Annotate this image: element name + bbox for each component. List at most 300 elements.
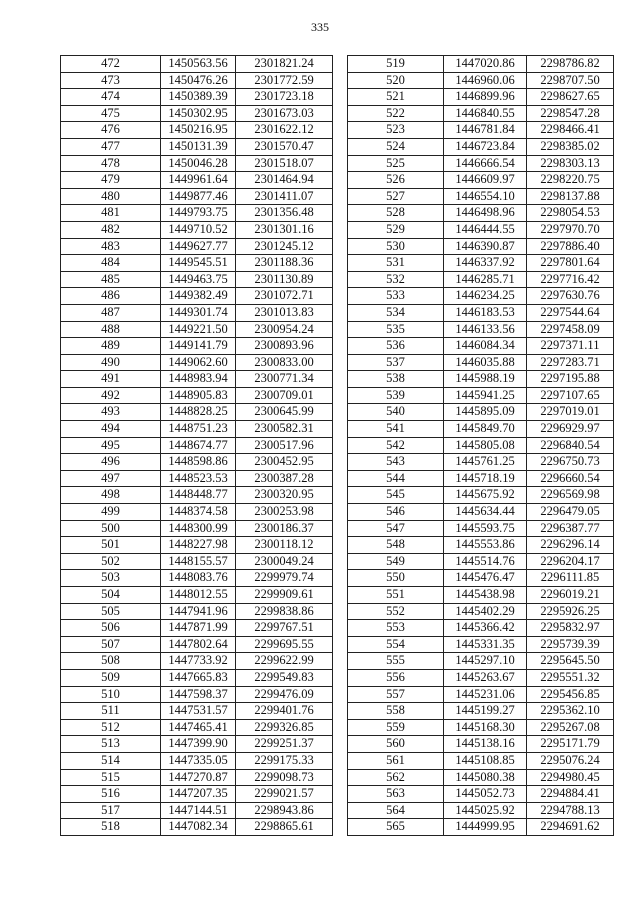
x-coordinate-cell: 1448083.76 [161,570,236,587]
point-number-cell: 542 [348,437,444,454]
y-coordinate-cell: 2297371.11 [527,338,614,355]
x-coordinate-cell: 1450216.95 [161,122,236,139]
table-row [348,802,614,819]
point-number-cell: 541 [348,421,444,438]
y-coordinate-cell: 2299476.09 [236,686,333,703]
point-number-cell: 501 [61,537,161,554]
table-row [348,321,614,338]
point-number-cell: 565 [348,819,444,836]
table-row [61,321,333,338]
y-coordinate-cell: 2298786.82 [527,56,614,73]
point-number-cell: 529 [348,221,444,238]
y-coordinate-cell: 2300253.98 [236,504,333,521]
point-number-cell: 561 [348,752,444,769]
x-coordinate-cell: 1447733.92 [161,653,236,670]
table-row [348,520,614,537]
x-coordinate-cell: 1445402.29 [444,603,527,620]
point-number-cell: 543 [348,454,444,471]
x-coordinate-cell: 1446035.88 [444,354,527,371]
point-number-cell: 487 [61,304,161,321]
table-row [348,454,614,471]
x-coordinate-cell: 1446723.84 [444,138,527,155]
table-row [61,304,333,321]
point-number-cell: 559 [348,719,444,736]
x-coordinate-cell: 1447020.86 [444,56,527,73]
x-coordinate-cell: 1448012.55 [161,587,236,604]
point-number-cell: 486 [61,288,161,305]
y-coordinate-cell: 2300387.28 [236,470,333,487]
y-coordinate-cell: 2297716.42 [527,271,614,288]
x-coordinate-cell: 1445476.47 [444,570,527,587]
point-number-cell: 509 [61,669,161,686]
x-coordinate-cell: 1446444.55 [444,221,527,238]
x-coordinate-cell: 1446337.92 [444,255,527,272]
x-coordinate-cell: 1448983.94 [161,371,236,388]
table-row [61,105,333,122]
point-number-cell: 503 [61,570,161,587]
point-number-cell: 485 [61,271,161,288]
table-row [348,122,614,139]
y-coordinate-cell: 2295267.08 [527,719,614,736]
table-row [61,769,333,786]
y-coordinate-cell: 2301072.71 [236,288,333,305]
y-coordinate-cell: 2299251.37 [236,736,333,753]
table-row [348,271,614,288]
x-coordinate-cell: 1445761.25 [444,454,527,471]
point-number-cell: 473 [61,72,161,89]
y-coordinate-cell: 2296569.98 [527,487,614,504]
table-row [61,288,333,305]
y-coordinate-cell: 2295645.50 [527,653,614,670]
y-coordinate-cell: 2298220.75 [527,172,614,189]
table-row [61,221,333,238]
table-row [61,686,333,703]
y-coordinate-cell: 2301356.48 [236,205,333,222]
x-coordinate-cell: 1449877.46 [161,188,236,205]
table-row [348,105,614,122]
y-coordinate-cell: 2296840.54 [527,437,614,454]
x-coordinate-cell: 1445366.42 [444,620,527,637]
y-coordinate-cell: 2295456.85 [527,686,614,703]
x-coordinate-cell: 1445438.98 [444,587,527,604]
x-coordinate-cell: 1449545.51 [161,255,236,272]
table-row [61,504,333,521]
y-coordinate-cell: 2301518.07 [236,155,333,172]
point-number-cell: 554 [348,636,444,653]
point-number-cell: 517 [61,802,161,819]
y-coordinate-cell: 2295739.39 [527,636,614,653]
table-row [348,205,614,222]
x-coordinate-cell: 1449141.79 [161,338,236,355]
x-coordinate-cell: 1445634.44 [444,504,527,521]
point-number-cell: 549 [348,553,444,570]
point-number-cell: 488 [61,321,161,338]
table-row [61,56,333,73]
point-number-cell: 507 [61,636,161,653]
point-number-cell: 524 [348,138,444,155]
x-coordinate-cell: 1446390.87 [444,238,527,255]
y-coordinate-cell: 2299549.83 [236,669,333,686]
table-row [348,570,614,587]
y-coordinate-cell: 2297195.88 [527,371,614,388]
x-coordinate-cell: 1448523.53 [161,470,236,487]
table-row [61,437,333,454]
x-coordinate-cell: 1448674.77 [161,437,236,454]
table-row [61,520,333,537]
table-row [61,587,333,604]
point-number-cell: 498 [61,487,161,504]
x-coordinate-cell: 1445231.06 [444,686,527,703]
y-coordinate-cell: 2298627.65 [527,89,614,106]
x-coordinate-cell: 1448374.58 [161,504,236,521]
point-number-cell: 532 [348,271,444,288]
table-row [61,703,333,720]
table-row [61,736,333,753]
x-coordinate-cell: 1446609.97 [444,172,527,189]
point-number-cell: 563 [348,786,444,803]
point-number-cell: 553 [348,620,444,637]
point-number-cell: 530 [348,238,444,255]
table-row [61,719,333,736]
x-coordinate-cell: 1449221.50 [161,321,236,338]
y-coordinate-cell: 2298137.88 [527,188,614,205]
x-coordinate-cell: 1447802.64 [161,636,236,653]
table-row [348,72,614,89]
table-row [348,288,614,305]
table-row [348,736,614,753]
point-number-cell: 489 [61,338,161,355]
y-coordinate-cell: 2299401.76 [236,703,333,720]
y-coordinate-cell: 2296929.97 [527,421,614,438]
y-coordinate-cell: 2297630.76 [527,288,614,305]
x-coordinate-cell: 1450302.95 [161,105,236,122]
y-coordinate-cell: 2300954.24 [236,321,333,338]
y-coordinate-cell: 2298385.02 [527,138,614,155]
table-row [61,487,333,504]
x-coordinate-cell: 1447144.51 [161,802,236,819]
table-row [348,786,614,803]
point-number-cell: 551 [348,587,444,604]
point-number-cell: 477 [61,138,161,155]
y-coordinate-cell: 2300645.99 [236,404,333,421]
y-coordinate-cell: 2301772.59 [236,72,333,89]
point-number-cell: 527 [348,188,444,205]
table-row [348,636,614,653]
y-coordinate-cell: 2300771.34 [236,371,333,388]
point-number-cell: 520 [348,72,444,89]
x-coordinate-cell: 1447399.90 [161,736,236,753]
x-coordinate-cell: 1445108.85 [444,752,527,769]
y-coordinate-cell: 2298054.53 [527,205,614,222]
point-number-cell: 534 [348,304,444,321]
x-coordinate-cell: 1448227.98 [161,537,236,554]
x-coordinate-cell: 1447531.57 [161,703,236,720]
table-row [61,819,333,836]
x-coordinate-cell: 1449961.64 [161,172,236,189]
y-coordinate-cell: 2294884.41 [527,786,614,803]
x-coordinate-cell: 1447082.34 [161,819,236,836]
table-row [348,603,614,620]
x-coordinate-cell: 1447665.83 [161,669,236,686]
x-coordinate-cell: 1445052.73 [444,786,527,803]
x-coordinate-cell: 1445263.67 [444,669,527,686]
table-row [348,437,614,454]
x-coordinate-cell: 1445025.92 [444,802,527,819]
point-number-cell: 513 [61,736,161,753]
point-number-cell: 552 [348,603,444,620]
point-number-cell: 490 [61,354,161,371]
point-number-cell: 545 [348,487,444,504]
table-row [348,620,614,637]
table-row [348,587,614,604]
y-coordinate-cell: 2301013.83 [236,304,333,321]
y-coordinate-cell: 2297970.70 [527,221,614,238]
x-coordinate-cell: 1447465.41 [161,719,236,736]
x-coordinate-cell: 1446666.54 [444,155,527,172]
point-number-cell: 502 [61,553,161,570]
x-coordinate-cell: 1445675.92 [444,487,527,504]
table-row [61,138,333,155]
y-coordinate-cell: 2295076.24 [527,752,614,769]
x-coordinate-cell: 1449793.75 [161,205,236,222]
table-row [61,786,333,803]
page-number: 335 [311,20,329,34]
point-number-cell: 548 [348,537,444,554]
table-row [348,371,614,388]
x-coordinate-cell: 1446498.96 [444,205,527,222]
x-coordinate-cell: 1447871.99 [161,620,236,637]
x-coordinate-cell: 1447335.05 [161,752,236,769]
y-coordinate-cell: 2301245.12 [236,238,333,255]
y-coordinate-cell: 2300833.00 [236,354,333,371]
x-coordinate-cell: 1445988.19 [444,371,527,388]
y-coordinate-cell: 2297458.09 [527,321,614,338]
y-coordinate-cell: 2295171.79 [527,736,614,753]
point-number-cell: 525 [348,155,444,172]
x-coordinate-cell: 1448300.99 [161,520,236,537]
point-number-cell: 481 [61,205,161,222]
table-row [61,72,333,89]
x-coordinate-cell: 1446899.96 [444,89,527,106]
table-row [348,669,614,686]
x-coordinate-cell: 1445895.09 [444,404,527,421]
point-number-cell: 522 [348,105,444,122]
table-row [348,188,614,205]
y-coordinate-cell: 2301622.12 [236,122,333,139]
table-row [348,354,614,371]
table-row [348,553,614,570]
y-coordinate-cell: 2295362.10 [527,703,614,720]
table-row [348,338,614,355]
table-row [348,487,614,504]
table-row [61,205,333,222]
table-row [61,338,333,355]
table-row [348,238,614,255]
point-number-cell: 560 [348,736,444,753]
x-coordinate-cell: 1449627.77 [161,238,236,255]
y-coordinate-cell: 2301821.24 [236,56,333,73]
point-number-cell: 476 [61,122,161,139]
x-coordinate-cell: 1449062.60 [161,354,236,371]
y-coordinate-cell: 2297283.71 [527,354,614,371]
x-coordinate-cell: 1445199.27 [444,703,527,720]
table-row [348,172,614,189]
x-coordinate-cell: 1445297.10 [444,653,527,670]
x-coordinate-cell: 1448155.57 [161,553,236,570]
y-coordinate-cell: 2296296.14 [527,537,614,554]
y-coordinate-cell: 2294980.45 [527,769,614,786]
point-number-cell: 479 [61,172,161,189]
table-row [348,470,614,487]
point-number-cell: 492 [61,387,161,404]
y-coordinate-cell: 2298943.86 [236,802,333,819]
right-coordinate-table [347,55,614,836]
y-coordinate-cell: 2301723.18 [236,89,333,106]
x-coordinate-cell: 1446554.10 [444,188,527,205]
y-coordinate-cell: 2296111.85 [527,570,614,587]
y-coordinate-cell: 2299021.57 [236,786,333,803]
y-coordinate-cell: 2300186.37 [236,520,333,537]
x-coordinate-cell: 1448828.25 [161,404,236,421]
table-row [61,620,333,637]
point-number-cell: 483 [61,238,161,255]
point-number-cell: 515 [61,769,161,786]
y-coordinate-cell: 2297019.01 [527,404,614,421]
y-coordinate-cell: 2301464.94 [236,172,333,189]
x-coordinate-cell: 1445849.70 [444,421,527,438]
table-row [61,387,333,404]
y-coordinate-cell: 2301130.89 [236,271,333,288]
y-coordinate-cell: 2300320.95 [236,487,333,504]
x-coordinate-cell: 1445718.19 [444,470,527,487]
table-row [61,470,333,487]
point-number-cell: 472 [61,56,161,73]
point-number-cell: 557 [348,686,444,703]
table-row [61,188,333,205]
table-row [348,89,614,106]
y-coordinate-cell: 2301188.36 [236,255,333,272]
x-coordinate-cell: 1445331.35 [444,636,527,653]
y-coordinate-cell: 2296019.21 [527,587,614,604]
table-row [348,769,614,786]
point-number-cell: 512 [61,719,161,736]
point-number-cell: 474 [61,89,161,106]
point-number-cell: 496 [61,454,161,471]
y-coordinate-cell: 2297886.40 [527,238,614,255]
table-row [61,89,333,106]
x-coordinate-cell: 1448448.77 [161,487,236,504]
point-number-cell: 550 [348,570,444,587]
x-coordinate-cell: 1447270.87 [161,769,236,786]
point-number-cell: 526 [348,172,444,189]
y-coordinate-cell: 2299909.61 [236,587,333,604]
point-number-cell: 484 [61,255,161,272]
point-number-cell: 495 [61,437,161,454]
y-coordinate-cell: 2298303.13 [527,155,614,172]
point-number-cell: 531 [348,255,444,272]
point-number-cell: 506 [61,620,161,637]
table-row [61,537,333,554]
y-coordinate-cell: 2299098.73 [236,769,333,786]
table-row [61,669,333,686]
y-coordinate-cell: 2297544.64 [527,304,614,321]
x-coordinate-cell: 1446133.56 [444,321,527,338]
point-number-cell: 482 [61,221,161,238]
x-coordinate-cell: 1449710.52 [161,221,236,238]
point-number-cell: 564 [348,802,444,819]
table-row [348,686,614,703]
y-coordinate-cell: 2294691.62 [527,819,614,836]
point-number-cell: 521 [348,89,444,106]
y-coordinate-cell: 2299326.85 [236,719,333,736]
table-row [348,304,614,321]
right-table-body [348,56,614,836]
point-number-cell: 556 [348,669,444,686]
point-number-cell: 535 [348,321,444,338]
point-number-cell: 518 [61,819,161,836]
y-coordinate-cell: 2299695.55 [236,636,333,653]
point-number-cell: 491 [61,371,161,388]
x-coordinate-cell: 1450389.39 [161,89,236,106]
x-coordinate-cell: 1446960.06 [444,72,527,89]
x-coordinate-cell: 1449301.74 [161,304,236,321]
x-coordinate-cell: 1448905.83 [161,387,236,404]
x-coordinate-cell: 1450476.26 [161,72,236,89]
y-coordinate-cell: 2301673.03 [236,105,333,122]
x-coordinate-cell: 1447207.35 [161,786,236,803]
table-row [348,221,614,238]
y-coordinate-cell: 2300452.95 [236,454,333,471]
x-coordinate-cell: 1445138.16 [444,736,527,753]
table-row [348,653,614,670]
y-coordinate-cell: 2300049.24 [236,553,333,570]
x-coordinate-cell: 1450563.56 [161,56,236,73]
table-row [61,653,333,670]
y-coordinate-cell: 2298865.61 [236,819,333,836]
point-number-cell: 504 [61,587,161,604]
left-table-body [61,56,333,836]
y-coordinate-cell: 2298707.50 [527,72,614,89]
table-row [348,421,614,438]
x-coordinate-cell: 1446234.25 [444,288,527,305]
table-row [348,138,614,155]
x-coordinate-cell: 1445553.86 [444,537,527,554]
point-number-cell: 523 [348,122,444,139]
y-coordinate-cell: 2296750.73 [527,454,614,471]
y-coordinate-cell: 2300118.12 [236,537,333,554]
x-coordinate-cell: 1448598.86 [161,454,236,471]
x-coordinate-cell: 1445805.08 [444,437,527,454]
table-row [348,504,614,521]
point-number-cell: 505 [61,603,161,620]
point-number-cell: 533 [348,288,444,305]
table-row [61,271,333,288]
y-coordinate-cell: 2296204.17 [527,553,614,570]
point-number-cell: 497 [61,470,161,487]
point-number-cell: 558 [348,703,444,720]
table-row [348,155,614,172]
table-row [348,752,614,769]
x-coordinate-cell: 1446285.71 [444,271,527,288]
y-coordinate-cell: 2300893.96 [236,338,333,355]
x-coordinate-cell: 1446840.55 [444,105,527,122]
y-coordinate-cell: 2299622.99 [236,653,333,670]
x-coordinate-cell: 1447941.96 [161,603,236,620]
table-row [348,387,614,404]
y-coordinate-cell: 2301570.47 [236,138,333,155]
y-coordinate-cell: 2294788.13 [527,802,614,819]
point-number-cell: 547 [348,520,444,537]
